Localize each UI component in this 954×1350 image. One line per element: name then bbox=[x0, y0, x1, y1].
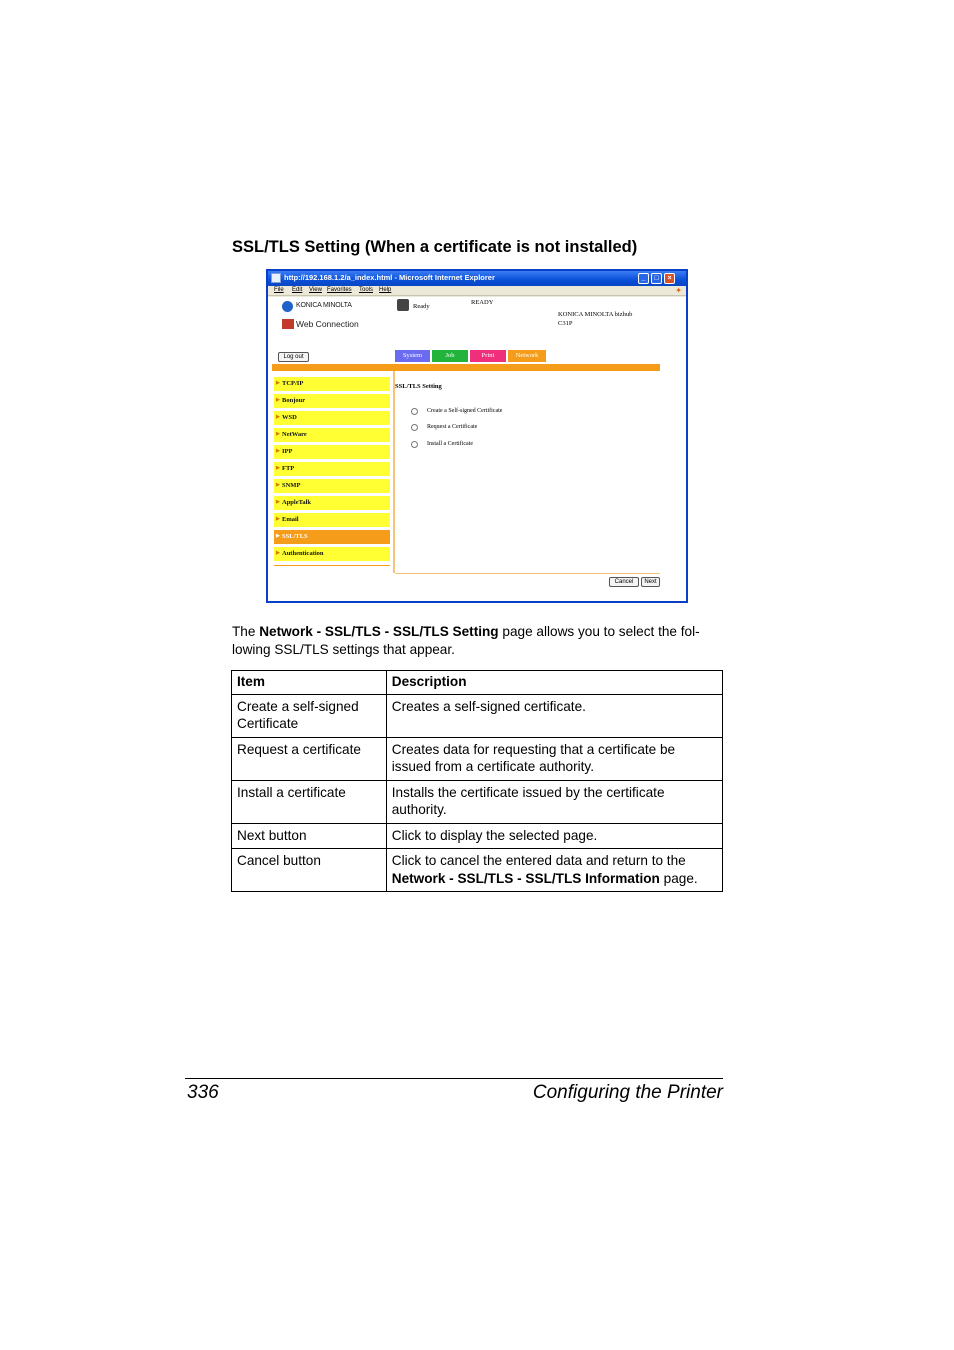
sidebar-item-tcpip[interactable] bbox=[274, 377, 390, 391]
footer-rule bbox=[185, 1078, 723, 1079]
konica-minolta-logo-icon bbox=[282, 301, 293, 312]
sidebar-item-bonjour[interactable] bbox=[274, 394, 390, 408]
description-bold: Network - SSL/TLS - SSL/TLS Information bbox=[391, 870, 660, 886]
description-cell: Creates a self-signed certificate. bbox=[386, 694, 722, 737]
logout-button[interactable]: Log out bbox=[278, 352, 309, 362]
pane-divider-horizontal bbox=[395, 573, 660, 574]
cancel-button[interactable]: Cancel bbox=[609, 577, 639, 587]
radio-button[interactable] bbox=[411, 441, 418, 448]
item-cell: Cancel button bbox=[232, 849, 387, 892]
minimize-icon[interactable]: _ bbox=[638, 273, 649, 284]
menu-file[interactable]: File bbox=[274, 287, 284, 293]
item-cell: Create a self-signed Certificate bbox=[232, 694, 387, 737]
tab-underline-bar bbox=[272, 364, 660, 371]
item-cell: Request a certificate bbox=[232, 737, 387, 780]
description-cell: Click to display the selected page. bbox=[386, 823, 722, 849]
column-header-description: Description bbox=[386, 671, 722, 695]
sidebar-item-label: NetWare bbox=[282, 431, 307, 438]
sidebar-item-ssltls[interactable] bbox=[274, 530, 390, 544]
sidebar-item-netware[interactable] bbox=[274, 428, 390, 442]
sidebar-item-wsd[interactable] bbox=[274, 411, 390, 425]
tab-network[interactable]: Network bbox=[508, 350, 546, 362]
sidebar-item-appletalk[interactable] bbox=[274, 496, 390, 510]
description-text: Click to cancel the entered data and return to the bbox=[391, 853, 686, 868]
table-row bbox=[232, 737, 723, 780]
menu-edit[interactable]: Edit bbox=[292, 287, 303, 293]
sidebar-item-email[interactable] bbox=[274, 513, 390, 527]
windows-flag-icon: ✦ bbox=[675, 286, 682, 295]
sidebar-item-authentication[interactable] bbox=[274, 547, 390, 561]
sidebar-item-label: AppleTalk bbox=[282, 499, 312, 506]
arrow-icon: ▶ bbox=[276, 398, 280, 403]
ie-icon bbox=[271, 273, 281, 283]
arrow-icon: ▶ bbox=[276, 551, 280, 556]
sidebar-item-label: Authentication bbox=[282, 550, 324, 557]
pane-title: SSL/TLS Setting bbox=[395, 383, 442, 390]
menu-tools[interactable]: Tools bbox=[359, 287, 374, 293]
description-cell bbox=[386, 849, 722, 892]
arrow-icon: ▶ bbox=[276, 483, 280, 488]
window-titlebar bbox=[268, 271, 686, 286]
sidebar-item-snmp[interactable] bbox=[274, 479, 390, 493]
next-button[interactable]: Next bbox=[641, 577, 660, 587]
arrow-icon: ▶ bbox=[276, 432, 280, 437]
option-label: Request a Certificate bbox=[427, 424, 478, 430]
sidebar-item-label: FTP bbox=[282, 465, 295, 472]
menubar bbox=[268, 286, 686, 296]
sidebar-nav bbox=[274, 377, 390, 564]
menu-view[interactable]: View bbox=[309, 287, 322, 293]
page-content bbox=[268, 297, 686, 601]
menu-help[interactable]: Help bbox=[379, 287, 392, 293]
para-bold: Network - SSL/TLS - SSL/TLS Setting bbox=[259, 624, 499, 639]
section-heading: SSL/TLS Setting (When a certificate is not installed) bbox=[232, 238, 638, 256]
status-ready: READY bbox=[471, 299, 494, 306]
printer-model bbox=[558, 310, 632, 328]
arrow-icon: ▶ bbox=[276, 449, 280, 454]
table-row bbox=[232, 849, 723, 892]
sidebar-divider bbox=[274, 565, 390, 566]
sidebar-item-label: IPP bbox=[282, 448, 293, 455]
item-cell: Next button bbox=[232, 823, 387, 849]
model-line-1: KONICA MINOLTA bizhub bbox=[558, 311, 633, 318]
arrow-icon: ▶ bbox=[276, 500, 280, 505]
close-icon[interactable]: × bbox=[664, 273, 675, 284]
browser-window bbox=[266, 269, 688, 603]
footer-section-title: Configuring the Printer bbox=[532, 1082, 723, 1103]
intro-paragraph bbox=[232, 623, 724, 659]
brand-name: KONICA MINOLTA bbox=[296, 302, 352, 309]
sidebar-item-label: Bonjour bbox=[282, 397, 306, 404]
option-label: Create a Self-signed Certificate bbox=[427, 408, 503, 414]
sidebar-item-label: TCP/IP bbox=[282, 380, 304, 387]
column-header-item: Item bbox=[232, 671, 387, 695]
menu-favorites[interactable]: Favorites bbox=[327, 287, 352, 293]
model-line-2: C31P bbox=[558, 320, 573, 327]
web-connection-label: Web Connection bbox=[296, 319, 359, 329]
printer-icon bbox=[397, 299, 409, 311]
page-number: 336 bbox=[187, 1082, 219, 1103]
pane-divider-vertical bbox=[393, 371, 395, 573]
table-row bbox=[232, 823, 723, 849]
status-ready-small: Ready bbox=[413, 303, 430, 310]
description-cell: Installs the certificate issued by the certificate authority. bbox=[386, 780, 722, 823]
tab-system[interactable]: System bbox=[395, 350, 430, 362]
arrow-icon: ▶ bbox=[276, 415, 280, 420]
sidebar-item-label: SSL/TLS bbox=[282, 533, 308, 540]
sidebar-item-label: Email bbox=[282, 516, 299, 523]
description-cell: Creates data for requesting that a certificate be issued from a certificate authority. bbox=[386, 737, 722, 780]
arrow-icon: ▶ bbox=[276, 466, 280, 471]
option-label: Install a Certificate bbox=[427, 441, 473, 447]
description-tail: page. bbox=[659, 870, 698, 886]
arrow-icon: ▶ bbox=[276, 534, 280, 539]
item-cell: Install a certificate bbox=[232, 780, 387, 823]
arrow-icon: ▶ bbox=[276, 517, 280, 522]
table-header-row bbox=[232, 671, 723, 695]
radio-button[interactable] bbox=[411, 424, 418, 431]
sidebar-item-ipp[interactable] bbox=[274, 445, 390, 459]
tab-job[interactable]: Job bbox=[432, 350, 468, 362]
table-row bbox=[232, 694, 723, 737]
table-row bbox=[232, 780, 723, 823]
sidebar-item-label: SNMP bbox=[282, 482, 301, 489]
pagescope-logo-icon bbox=[282, 319, 294, 329]
sidebar-item-ftp[interactable] bbox=[274, 462, 390, 476]
para-text: The bbox=[232, 624, 260, 639]
para-text-tail: page allows you to select the fol-lowing SSL/TLS settings that appear. bbox=[232, 624, 700, 657]
window-title: http://192.168.1.2/a_index.html - Microsoft Internet Explorer bbox=[284, 273, 495, 282]
settings-table bbox=[231, 670, 723, 892]
maximize-icon[interactable]: □ bbox=[651, 273, 662, 284]
radio-button[interactable] bbox=[411, 408, 418, 415]
arrow-icon: ▶ bbox=[276, 381, 280, 386]
sidebar-item-label: WSD bbox=[282, 414, 297, 421]
tab-print[interactable]: Print bbox=[470, 350, 506, 362]
